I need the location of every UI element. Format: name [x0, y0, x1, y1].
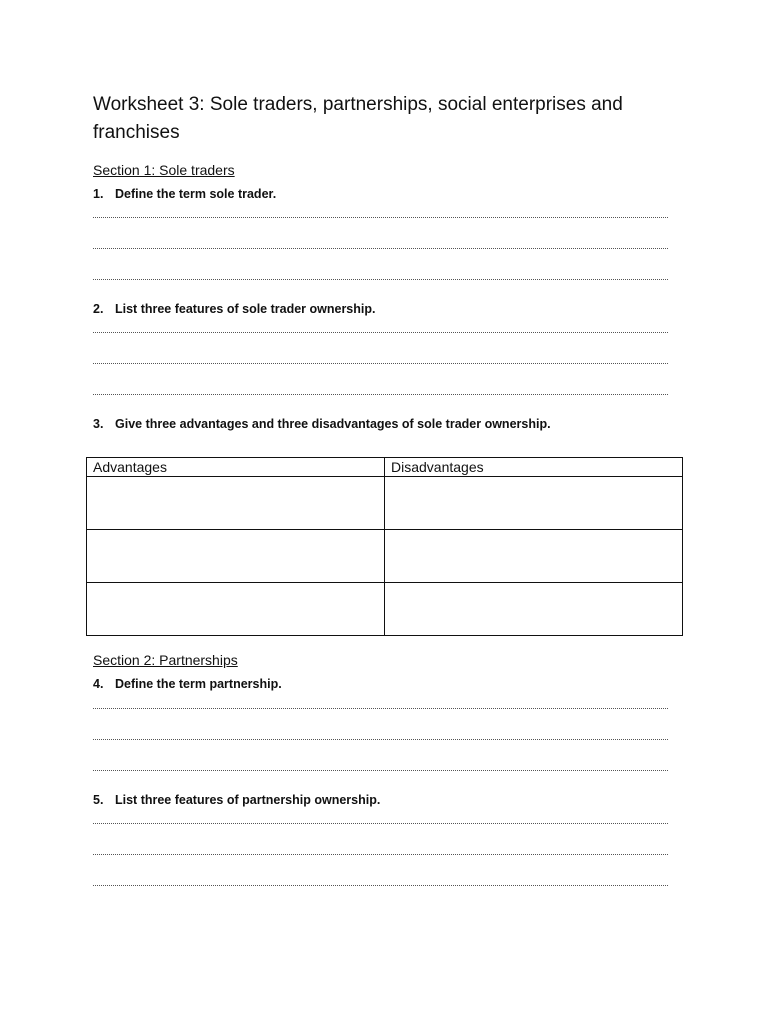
question-1-number: 1. [93, 187, 104, 201]
question-1-text: Define the term sole trader. [115, 187, 277, 201]
advantage-cell[interactable] [87, 530, 385, 583]
table-row [87, 477, 683, 530]
question-1 [93, 186, 276, 202]
disadvantage-cell[interactable] [385, 477, 683, 530]
answer-line[interactable] [93, 823, 668, 824]
question-5 [93, 792, 380, 808]
answer-line[interactable] [93, 708, 668, 709]
answer-line[interactable] [93, 770, 668, 771]
answer-line[interactable] [93, 279, 668, 280]
disadvantage-cell[interactable] [385, 583, 683, 636]
advantages-disadvantages-table [86, 457, 683, 636]
answer-line[interactable] [93, 363, 668, 364]
question-2 [93, 301, 375, 317]
answer-line[interactable] [93, 885, 668, 886]
question-3-number: 3. [93, 417, 104, 431]
table-header-advantages: Advantages [87, 458, 385, 477]
table-header-disadvantages: Disadvantages [385, 458, 683, 477]
answer-line[interactable] [93, 854, 668, 855]
question-5-number: 5. [93, 793, 104, 807]
answer-line[interactable] [93, 332, 668, 333]
disadvantage-cell[interactable] [385, 530, 683, 583]
advantage-cell[interactable] [87, 477, 385, 530]
question-5-text: List three features of partnership ownership. [115, 793, 381, 807]
question-2-number: 2. [93, 302, 104, 316]
table-header-row [87, 458, 683, 477]
advantage-cell[interactable] [87, 583, 385, 636]
question-3-text: Give three advantages and three disadvantages of sole trader ownership. [115, 417, 551, 431]
question-4-number: 4. [93, 677, 104, 691]
section-2-heading: Section 2: Partnerships [93, 652, 238, 668]
answer-line[interactable] [93, 248, 668, 249]
worksheet-title: Worksheet 3: Sole traders, partnerships, social enterprises and franchises [93, 94, 623, 143]
table-row [87, 530, 683, 583]
question-4-text: Define the term partnership. [115, 677, 282, 691]
question-4 [93, 676, 282, 692]
table-row [87, 583, 683, 636]
answer-line[interactable] [93, 394, 668, 395]
section-1-heading: Section 1: Sole traders [93, 162, 235, 178]
question-2-text: List three features of sole trader ownership. [115, 302, 376, 316]
answer-line[interactable] [93, 739, 668, 740]
question-3 [93, 416, 551, 432]
answer-line[interactable] [93, 217, 668, 218]
